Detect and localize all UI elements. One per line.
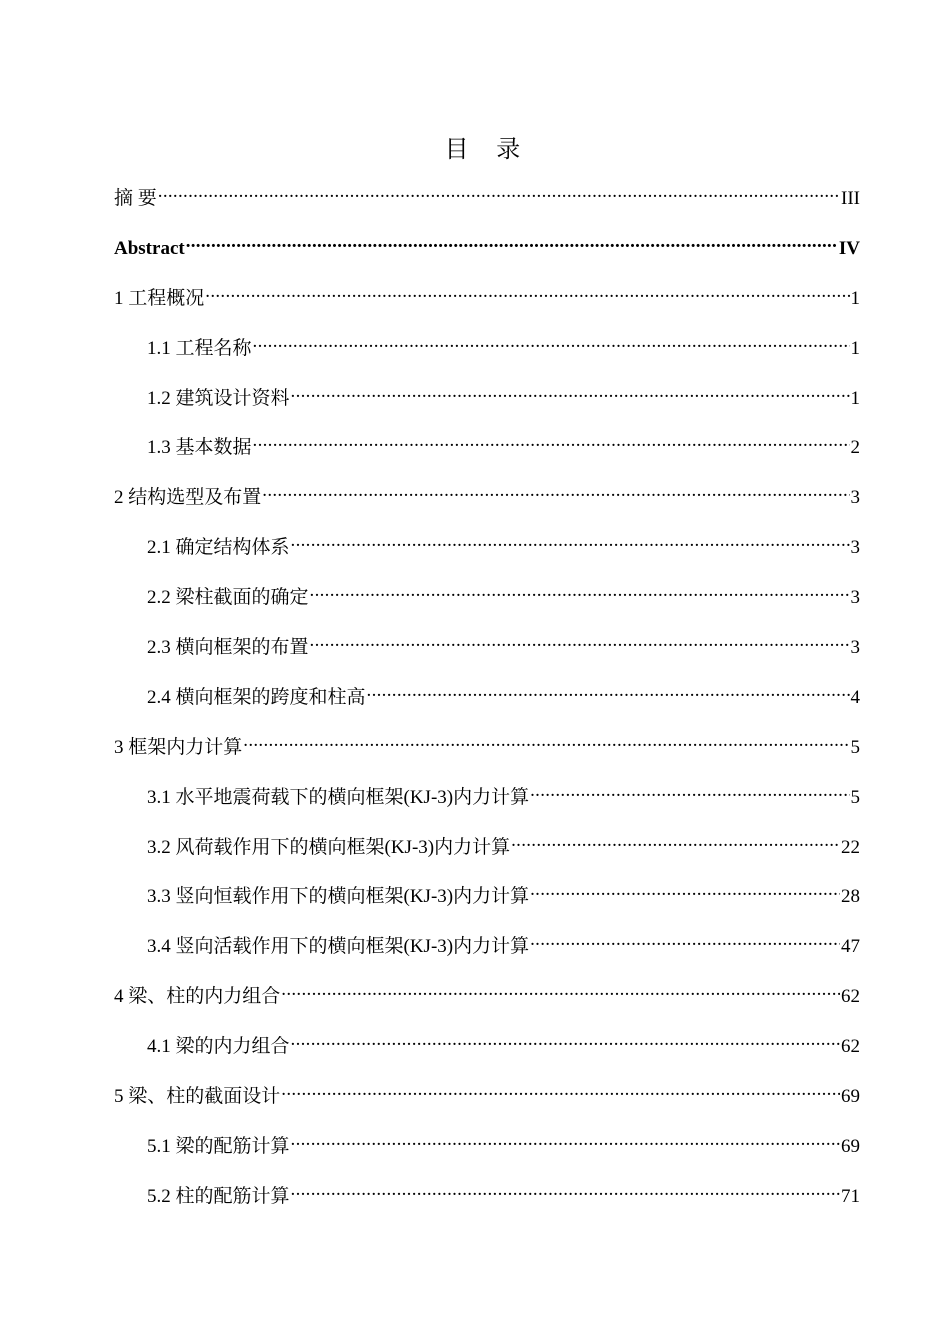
toc-entry-label: 2.1 确定结构体系 xyxy=(147,537,290,559)
toc-entry-page-number: 28 xyxy=(841,886,860,908)
toc-entry-page-number: 22 xyxy=(841,836,860,858)
toc-dot-leader xyxy=(253,334,850,354)
toc-entry[interactable] xyxy=(114,931,860,981)
toc-dot-leader xyxy=(291,384,850,404)
toc-dot-leader xyxy=(281,1082,840,1102)
toc-dot-leader xyxy=(367,683,850,703)
toc-dot-leader xyxy=(291,533,850,553)
toc-entry-page-number: III xyxy=(841,188,860,209)
toc-entry-page-number: 5 xyxy=(850,736,860,758)
toc-entry[interactable] xyxy=(114,1081,860,1131)
toc-entry-page-number: 62 xyxy=(841,1036,860,1058)
toc-entry-page-number: 69 xyxy=(841,1135,860,1157)
toc-dot-leader xyxy=(530,932,840,952)
toc-entry-label: 2 结构选型及布置 xyxy=(114,487,262,509)
toc-dot-leader xyxy=(262,483,849,503)
toc-entry-label: 1.2 建筑设计资料 xyxy=(147,387,290,409)
toc-dot-leader xyxy=(530,882,840,902)
toc-dot-leader xyxy=(291,1182,840,1202)
toc-entry[interactable] xyxy=(114,333,860,383)
toc-entry-page-number: 4 xyxy=(850,686,860,708)
toc-entry-page-number: 3 xyxy=(850,587,860,609)
toc-entry[interactable] xyxy=(114,1131,860,1181)
toc-dot-leader xyxy=(310,633,850,653)
toc-entry-page-number: 71 xyxy=(841,1185,860,1207)
toc-entry-label: 1 工程概况 xyxy=(114,287,205,309)
toc-entry[interactable] xyxy=(114,732,860,782)
toc-entry-label: 3 框架内力计算 xyxy=(114,736,243,758)
toc-entry-label: 3.3 竖向恒载作用下的横向框架(KJ-3)内力计算 xyxy=(147,886,530,908)
toc-entry[interactable] xyxy=(114,582,860,632)
toc-entry-label: 摘 要 xyxy=(114,188,157,209)
toc-entry-label: 1.1 工程名称 xyxy=(147,337,252,359)
toc-entry-label: 1.3 基本数据 xyxy=(147,437,252,459)
toc-entry[interactable] xyxy=(114,183,860,233)
toc-entry-page-number: 47 xyxy=(841,936,860,958)
toc-entry[interactable] xyxy=(114,981,860,1031)
toc-entry-label: 4.1 梁的内力组合 xyxy=(147,1036,290,1058)
toc-entry-label: 3.4 竖向活载作用下的横向框架(KJ-3)内力计算 xyxy=(147,936,530,958)
toc-dot-leader xyxy=(281,982,840,1002)
toc-dot-leader xyxy=(511,833,840,853)
toc-entry[interactable] xyxy=(114,432,860,482)
toc-entry[interactable] xyxy=(114,482,860,532)
toc-dot-leader xyxy=(291,1032,840,1052)
toc-title: 目 录 xyxy=(444,135,531,163)
toc-entry-page-number: 3 xyxy=(850,637,860,659)
toc-dot-leader xyxy=(310,583,850,603)
toc-entry-label: 4 梁、柱的内力组合 xyxy=(114,986,281,1008)
toc-entry-label: 3.2 风荷载作用下的横向框架(KJ-3)内力计算 xyxy=(147,836,511,858)
toc-entry[interactable] xyxy=(114,682,860,732)
toc-dot-leader xyxy=(530,783,849,803)
toc-entry[interactable] xyxy=(114,532,860,582)
toc-entry-label: 2.4 横向框架的跨度和柱高 xyxy=(147,686,366,708)
toc-entry[interactable] xyxy=(114,283,860,333)
toc-dot-leader xyxy=(186,234,838,254)
toc-list xyxy=(114,183,860,1231)
toc-entry-label: 3.1 水平地震荷载下的横向框架(KJ-3)内力计算 xyxy=(147,786,530,808)
toc-dot-leader xyxy=(291,1132,840,1152)
toc-entry-page-number: 1 xyxy=(850,287,860,309)
toc-entry-page-number: 3 xyxy=(850,487,860,509)
toc-entry[interactable] xyxy=(114,632,860,682)
toc-entry-page-number: 69 xyxy=(841,1086,860,1108)
toc-entry-label: Abstract xyxy=(114,237,185,259)
toc-entry[interactable] xyxy=(114,832,860,882)
toc-entry[interactable] xyxy=(114,782,860,832)
toc-entry-page-number: 1 xyxy=(850,387,860,409)
toc-dot-leader xyxy=(243,733,849,753)
toc-entry-page-number: IV xyxy=(838,237,860,259)
toc-entry[interactable] xyxy=(114,233,860,283)
toc-entry-label: 2.2 梁柱截面的确定 xyxy=(147,587,309,609)
toc-entry-label: 5 梁、柱的截面设计 xyxy=(114,1086,281,1108)
toc-entry[interactable] xyxy=(114,881,860,931)
toc-entry[interactable] xyxy=(114,1031,860,1081)
toc-entry-label: 5.2 柱的配筋计算 xyxy=(147,1185,290,1207)
toc-dot-leader xyxy=(205,284,849,304)
toc-entry[interactable] xyxy=(114,1181,860,1231)
toc-entry-page-number: 2 xyxy=(850,437,860,459)
toc-entry-page-number: 5 xyxy=(850,786,860,808)
toc-dot-leader xyxy=(158,184,840,204)
toc-entry-label: 5.1 梁的配筋计算 xyxy=(147,1135,290,1157)
toc-entry-page-number: 3 xyxy=(850,537,860,559)
toc-entry-page-number: 62 xyxy=(841,986,860,1008)
toc-dot-leader xyxy=(253,433,850,453)
toc-entry-page-number: 1 xyxy=(850,337,860,359)
toc-entry[interactable] xyxy=(114,383,860,433)
toc-entry-label: 2.3 横向框架的布置 xyxy=(147,637,309,659)
